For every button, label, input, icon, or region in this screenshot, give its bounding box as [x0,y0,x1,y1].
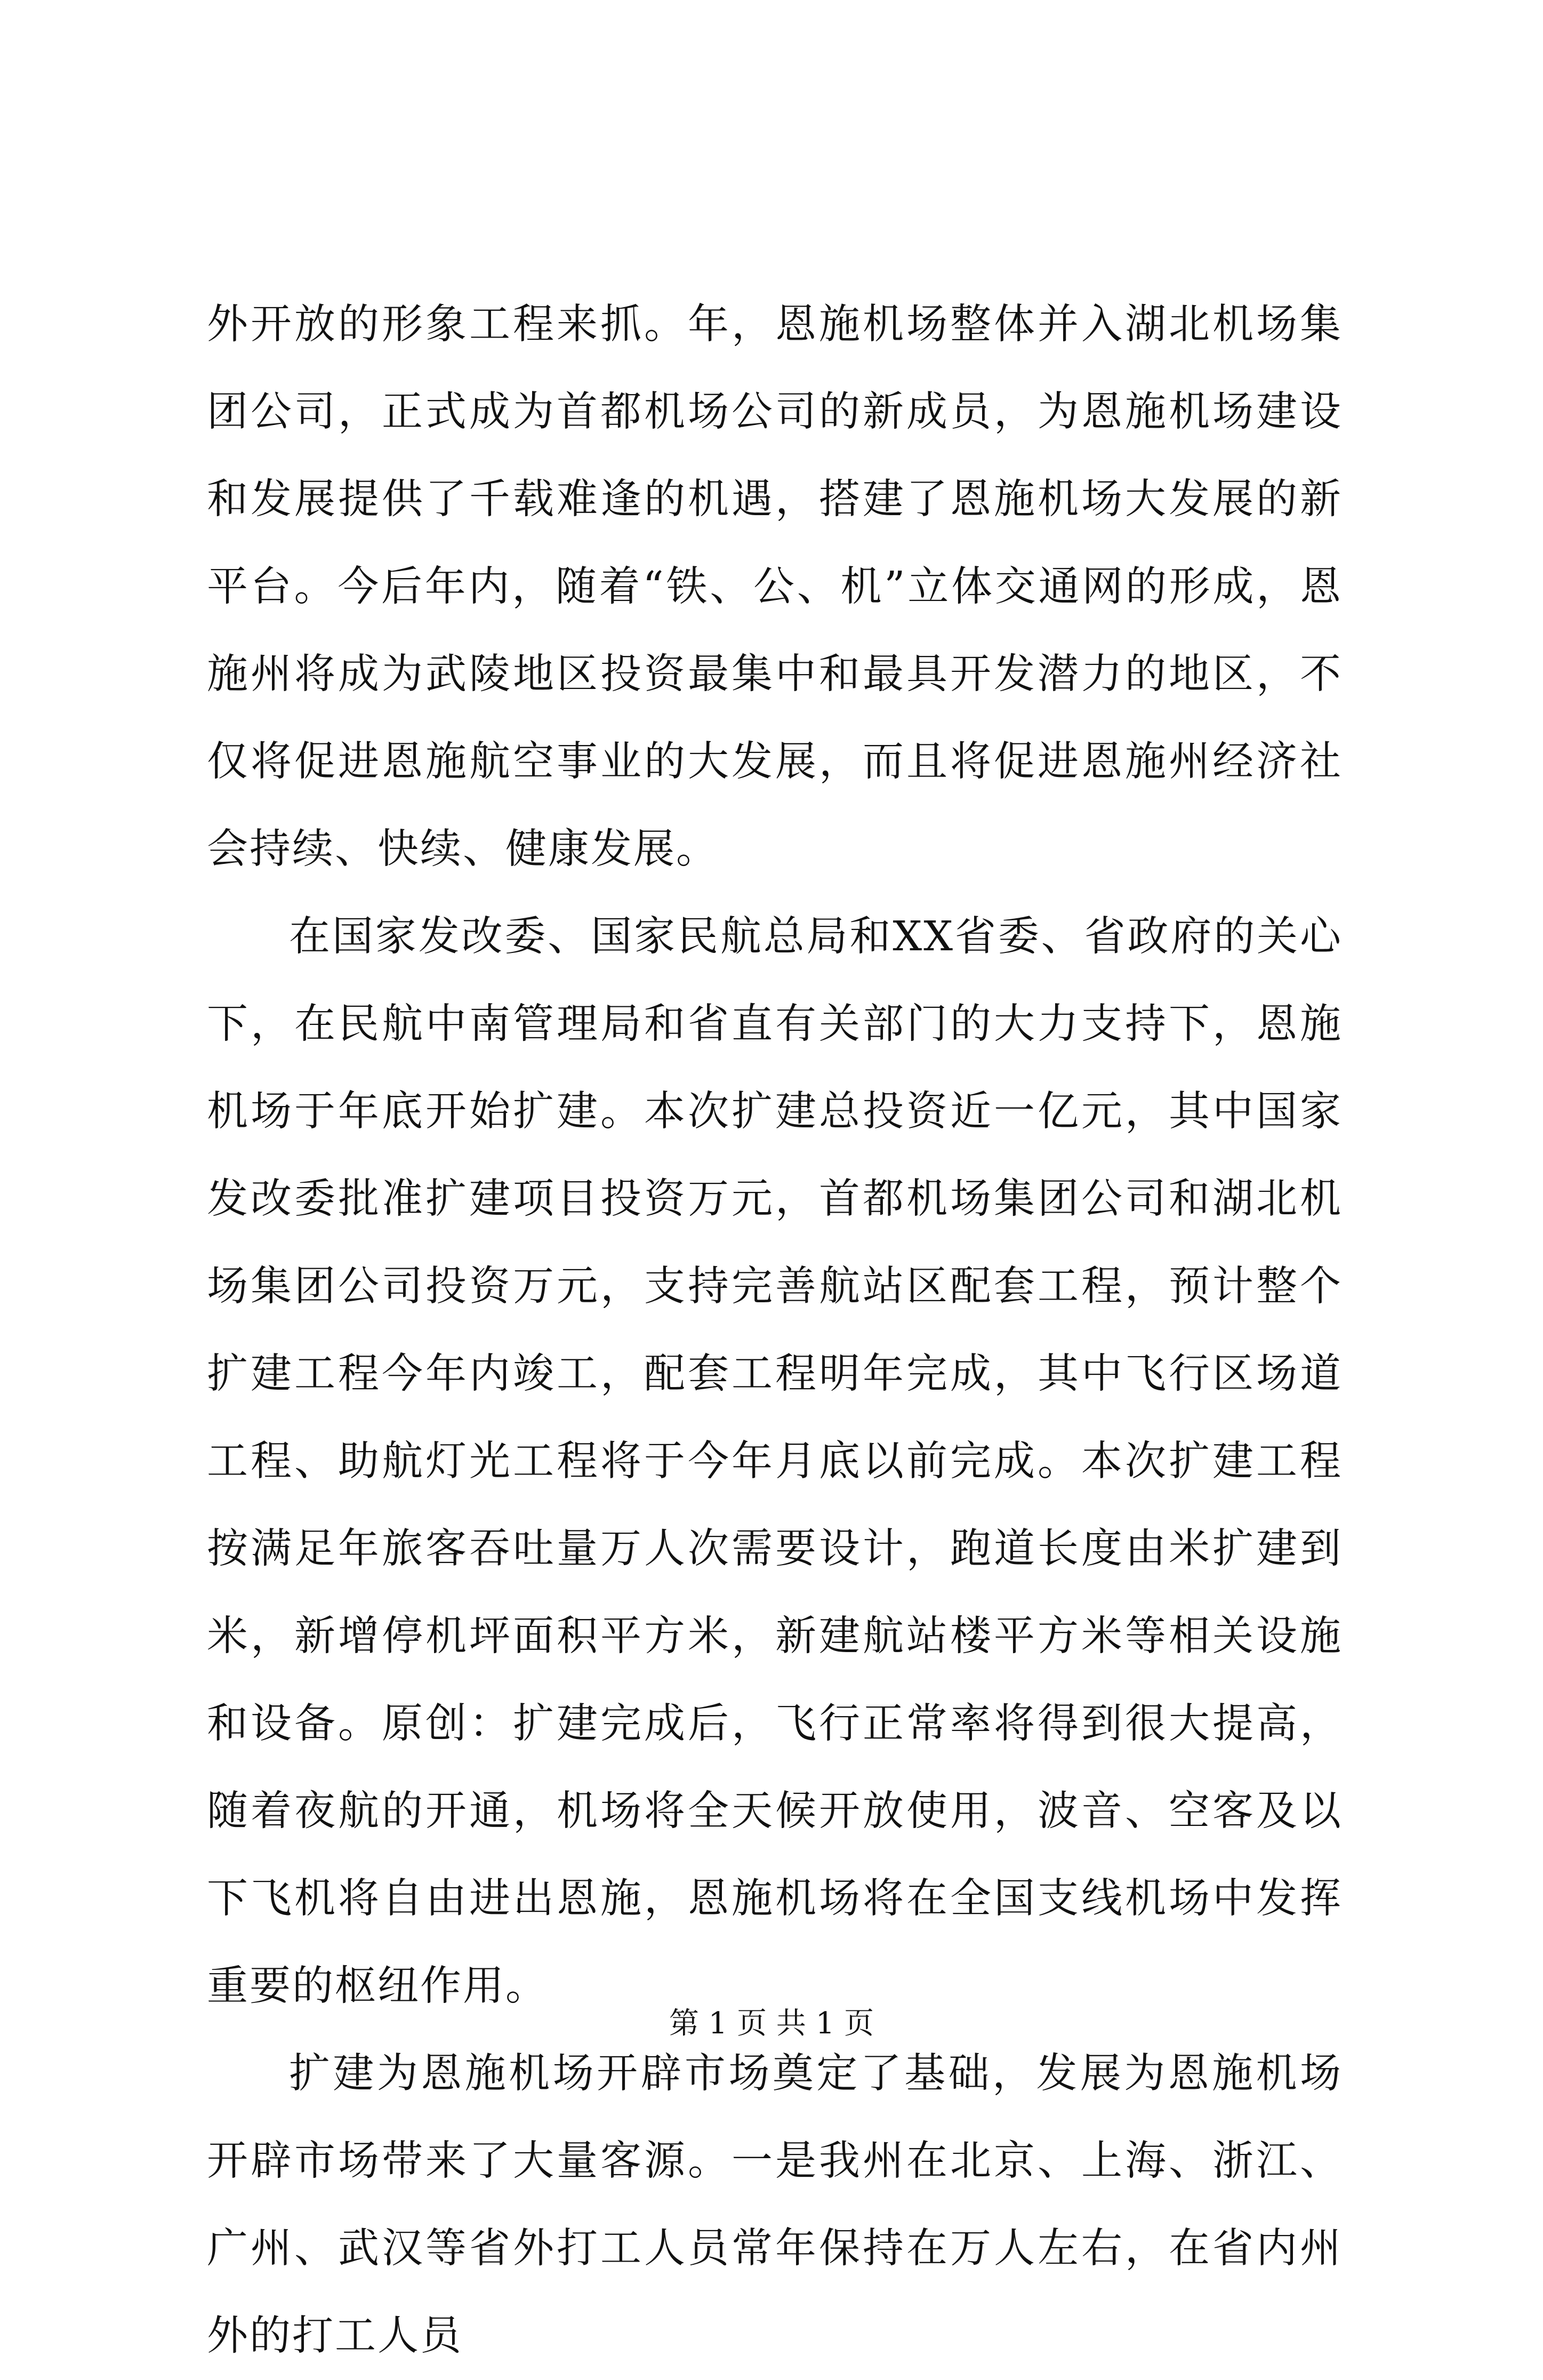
page-footer: 第 1 页 共 1 页 [669,2006,874,2041]
paragraph-2: 在国家发改委、国家民航总局和XX省委、省政府的关心下，在民航中南管理局和省直有关部门的大力支持下，恩施机场于年底开始扩建。本次扩建总投资近一亿元，其中国家发改委批准扩建项目投资万元，首都机场集团公司和湖北机场集团公司投资万元，支持完善航站区配套工程，预计整个扩建工程今年内竣工，配套工程明年完成，其中飞行区场道工程、助航灯光工程将于今年月底以前完成。本次扩建工程按满足年旅客吞吐量万人次需要设计，跑道长度由米扩建到米，新增停机坪面积平方米，新建航站楼平方米等相关设施和设备。原创：扩建完成后，飞行正常率将得到很大提高，随着夜航的开通，机场将全天候开放使用，波音、空客及以下飞机将自由进出恩施，恩施机场将在全国支线机场中发挥重要的枢纽作用。 [207,913,1343,2010]
document-body [207,281,1343,2380]
paragraph-1: 外开放的形象工程来抓。年，恩施机场整体并入湖北机场集团公司，正式成为首都机场公司的新成员，为恩施机场建设和发展提供了千载难逢的机遇，搭建了恩施机场大发展的新平台。今后年内，随着“铁、公、机”立体交通网的形成，恩施州将成为武陵地区投资最集中和最具开发潜力的地区，不仅将促进恩施航空事业的大发展，而且将促进恩施州经济社会持续、快续、健康发展。 [207,301,1343,873]
paragraph-3: 扩建为恩施机场开辟市场奠定了基础，发展为恩施机场开辟市场带来了大量客源。一是我州在北京、上海、浙江、广州、武汉等省外打工人员常年保持在万人左右，在省内州外的打工人员 [207,2050,1343,2360]
